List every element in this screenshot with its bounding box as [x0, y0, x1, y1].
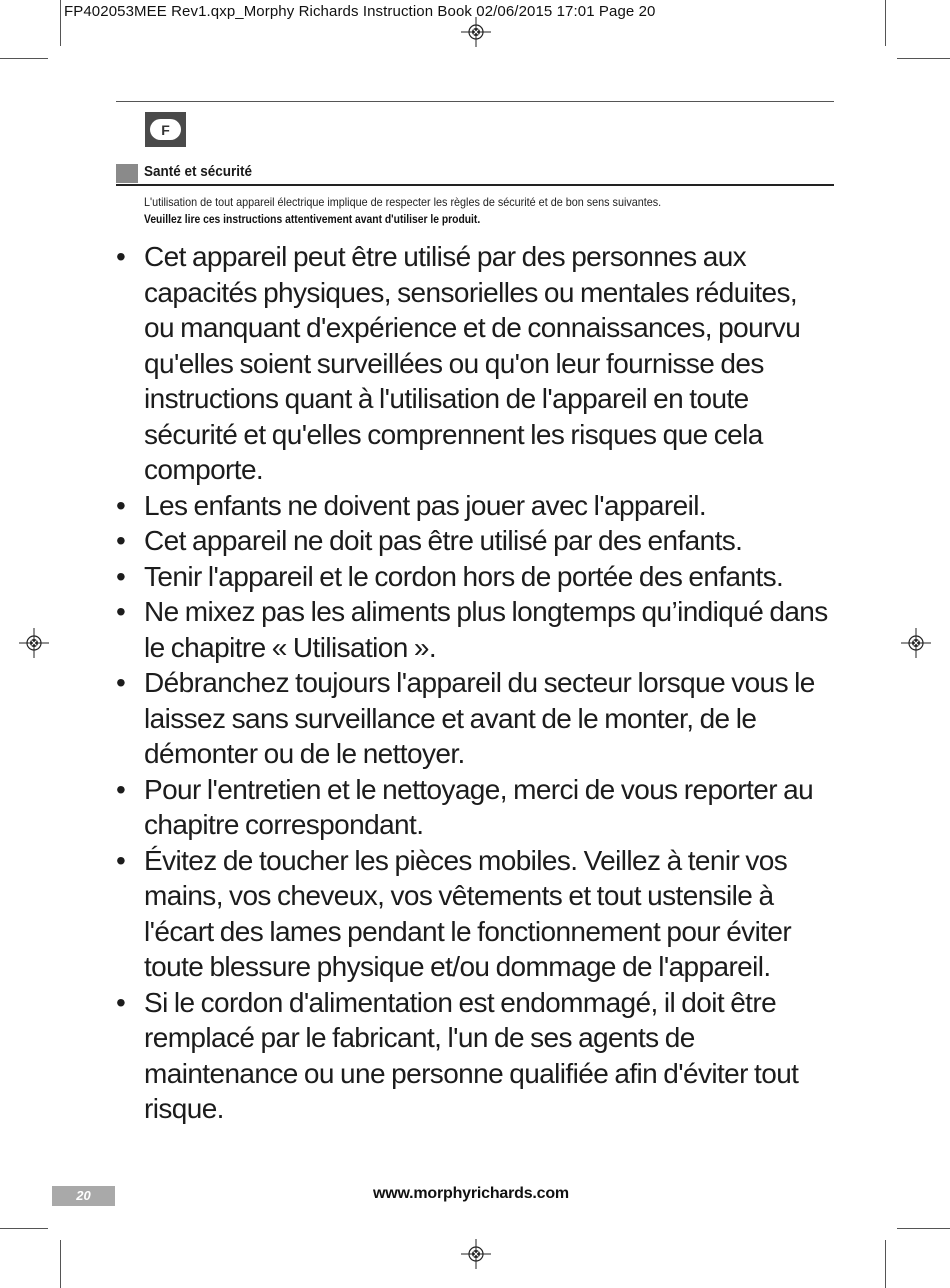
language-code: F: [150, 119, 181, 140]
print-slug: FP402053MEE Rev1.qxp_Morphy Richards Instruction Book 02/06/2015 17:01 Page 20: [64, 3, 656, 20]
list-item-text: Si le cordon d'alimentation est endommagé, il doit être remplacé par le fabricant, l'un de ses agents de maintenance ou une personne qualifiée afin d'éviter tout risque.: [144, 986, 799, 1124]
list-item-text: Les enfants ne doivent pas jouer avec l'appareil.: [144, 489, 707, 521]
crop-mark: [885, 1240, 886, 1288]
crop-mark: [0, 58, 48, 59]
bullet-icon: •: [116, 844, 126, 876]
header-rule: [116, 101, 834, 102]
section-title: Santé et sécurité: [144, 163, 253, 180]
list-item: [116, 594, 828, 665]
list-item-text: Débranchez toujours l'appareil du secteur lorsque vous le laissez sans surveillance et avant de le monter, de le démonter ou de le nettoyer.: [144, 667, 815, 769]
crop-mark: [897, 1228, 950, 1229]
crop-mark: [60, 1240, 61, 1288]
list-item: [116, 843, 828, 985]
registration-mark-icon: [461, 17, 491, 47]
section-intro-bold: Veuillez lire ces instructions attentivement avant d'utiliser le produit.: [144, 212, 481, 226]
list-item-text: Évitez de toucher les pièces mobiles. Veillez à tenir vos mains, vos cheveux, vos vêtements et tout ustensile à l'écart des lames pendant le fonctionnement pour éviter toute blessure physique et/ou dommage de l'appareil.: [144, 844, 792, 982]
crop-mark: [885, 0, 886, 46]
crop-mark: [0, 1228, 48, 1229]
registration-mark-icon: [19, 628, 49, 658]
bullet-icon: •: [116, 667, 126, 698]
bullet-icon: •: [116, 241, 126, 272]
list-item-text: Cet appareil ne doit pas être utilisé par des enfants.: [144, 525, 743, 556]
crop-mark: [897, 58, 950, 59]
crop-mark: [60, 0, 61, 46]
bullet-icon: •: [116, 986, 126, 1018]
list-item: [116, 985, 828, 1127]
language-badge: [145, 112, 186, 147]
section-intro: L'utilisation de tout appareil électrique implique de respecter les règles de sécurité et de bon sens suivantes.: [144, 195, 662, 209]
list-item-text: Tenir l'appareil et le cordon hors de portée des enfants.: [144, 560, 784, 592]
list-item: [116, 559, 828, 595]
list-item-text: Pour l'entretien et le nettoyage, merci de vous reporter au chapitre correspondant.: [144, 773, 814, 840]
bullet-icon: •: [116, 773, 126, 805]
bullet-icon: •: [116, 525, 126, 556]
list-item: [116, 772, 828, 843]
list-item-text: Ne mixez pas les aliments plus longtemps qu’indiqué dans le chapitre « Utilisation ».: [144, 596, 828, 663]
footer-website: www.morphyrichards.com: [373, 1185, 569, 1202]
section-rule: [116, 184, 834, 186]
bullet-icon: •: [116, 489, 126, 521]
list-item-text: Cet appareil peut être utilisé par des personnes aux capacités physiques, sensorielles ou mentales réduites, ou manquant d'expérience et de connaissances, pourvu qu'elles soient surveillées ou qu'on leur fournisse des instructions quant à l'utilisation de l'appareil en toute sécurité et qu'elles comprennent les risques que cela comporte.: [144, 241, 801, 485]
safety-list: [116, 239, 828, 1127]
bullet-icon: •: [116, 596, 126, 627]
page-number: 20: [52, 1186, 115, 1206]
list-item: [116, 523, 828, 559]
section-marker: [116, 164, 138, 183]
list-item: [116, 665, 828, 772]
registration-mark-icon: [901, 628, 931, 658]
registration-mark-icon: [461, 1239, 491, 1269]
list-item: [116, 488, 828, 524]
bullet-icon: •: [116, 560, 126, 592]
list-item: [116, 239, 828, 488]
